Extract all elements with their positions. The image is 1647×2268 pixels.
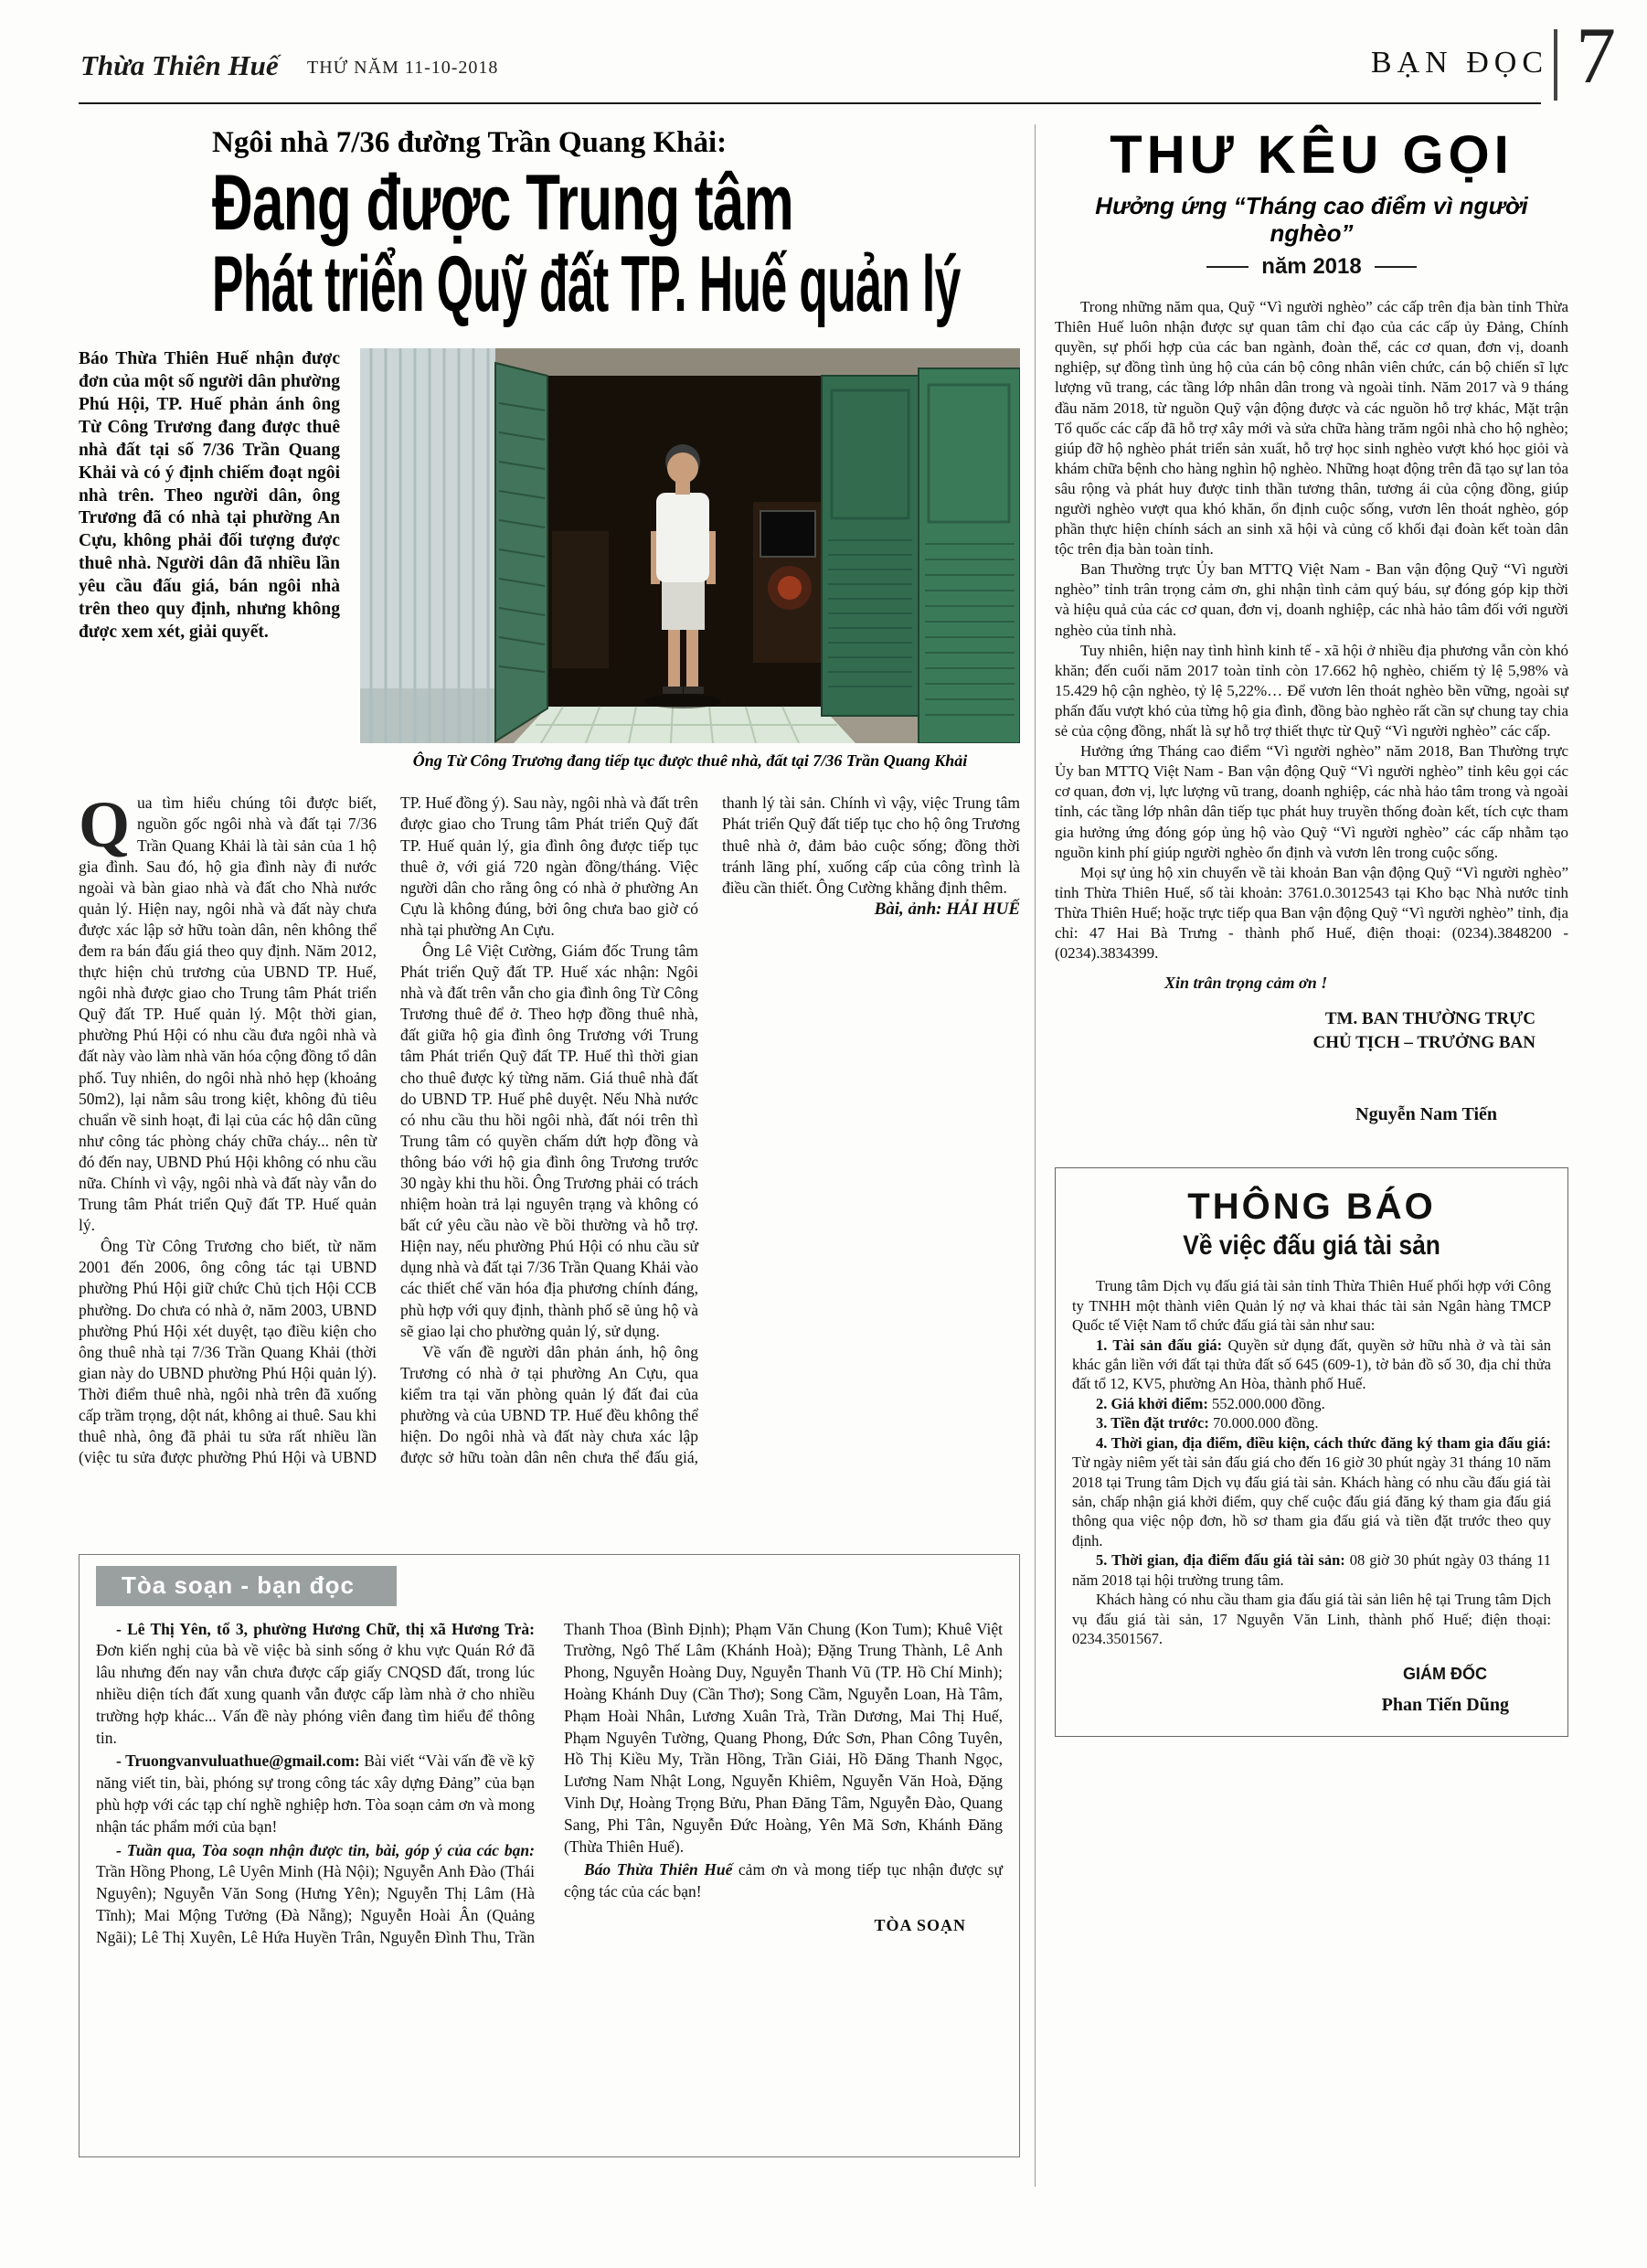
article-body (79, 793, 1020, 1471)
article-photo (360, 348, 1020, 743)
mailbox-signature: TÒA SOẠN (874, 1915, 966, 1934)
appeal-letter (1055, 125, 1568, 1125)
appeal-year-text: năm 2018 (1261, 253, 1362, 279)
body-paragraph: Qua tìm hiểu chúng tôi được biết, nguồn gốc ngôi nhà và đất tại 7/36 Trần Quang Khải là tài sản của 1 hộ gia đình. Sau đó, hộ gia đình này đi nước ngoài và bàn giao nhà và đất cho Nhà nước quản lý. Hiện nay, ngôi nhà và đất này chưa được xác lập sở hữu toàn dân, nên không thể đem ra bán đấu giá theo quy định. Năm 2012, thực hiện chủ trương của UBND TP. Huế, ngôi nhà được giao cho Trung tâm Phát triển Quỹ đất TP. Huế quản lý. Một thời gian, phường Phú Hội có nhu cầu đưa ngôi nhà và đất này vào làm nhà văn hóa cộng đồng tổ dân phố. Tuy nhiên, do ngôi nhà nhỏ hẹp (khoảng 50m2), lại nằm sâu trong kiệt, không đủ tiêu chuẩn về sinh hoạt, đi lại của các hộ dân cũng như công tác phòng cháy chữa cháy... nên từ đó đến nay, UBND Phú Hội không có nhu cầu nữa. Chính vì vậy, ngôi nhà và đất này vẫn do Trung tâm Phát triển Quỹ đất TP. Huế quản lý. (79, 793, 377, 1235)
appeal-signature-org (1055, 1007, 1568, 1056)
article-headline (212, 158, 1020, 329)
body-paragraph: Ông Từ Công Trương cho biết, từ năm 2001 đến 2006, ông công tác tại UBND phường Phú Hội giữ chức Chủ tịch Hội CCB phường. Do chưa có nhà ở, năm 2003, UBND phường Phú Hội xét duyệt, tạo điều kiện cho ông thuê nhà tại 7/36 Trần Quang Khải (thời gian này do UBND phường Phú Hội quản lý). Thời điểm thuê nhà, ngôi nhà trên đã xuống cấp trầm trọng, dột nát, không ai thuê. Sau khi thuê nhà, ông đã phải tu sửa rất nhiều lần (việc tu sửa được phường Phú Hội và UBND TP. Huế đồng ý). Sau này, ngôi nhà và đất trên được giao cho Trung tâm Phát triển Quỹ đất TP. Huế quản lý, gia đình ông được tiếp tục thuê ở, với giá 720 ngàn đồng/tháng. Việc người dân cho rằng ông có nhà ở phường An Cựu là không đúng, bởi ông chưa bao giờ có nhà tại phường An Cựu. (79, 793, 698, 1467)
body-paragraph: Về vấn đề người dân phản ánh, hộ ông Trương có nhà ở tại phường An Cựu, qua kiểm tra tại văn phòng quản lý đất đai của phường và của UBND TP. Huế đều không thể hiện. Do ngôi nhà và đất này chưa xác lập được sở hữu toàn dân nên chưa thể đấu giá, thanh lý tài sản. Chính vì vậy, việc Trung tâm Phát triển Quỹ đất tiếp tục cho hộ ông Trương thuê nhà ở, đảm bảo cuộc sống; đồng thời tránh lãng phí, xuống cấp của công trình là điều cần thiết. Ông Cường khẳng định thêm. (400, 793, 1020, 1467)
mailbox-item-text: cảm ơn và mong tiếp tục nhận được sự cộng tác của các bạn! (564, 1860, 1003, 1901)
appeal-signature-name: Nguyễn Nam Tiến (1355, 1103, 1497, 1124)
notice-outro: Khách hàng có nhu cầu tham gia đấu giá tài sản liên hệ tại Trung tâm Dịch vụ đấu giá tài sản, 17 Nguyễn Văn Linh, thành phố Huế; điện thoại: 0234.3501567. (1072, 1591, 1551, 1648)
mailbox-item (96, 1619, 535, 1750)
article-photo-block (360, 348, 1020, 772)
section-label: BẠN ĐỌC (1370, 46, 1548, 80)
notice-item-lead: 2. Giá khởi điểm: (1096, 1394, 1208, 1412)
article-lead: Báo Thừa Thiên Huế nhận được đơn của một số người dân phường Phú Hội, TP. Huế phản ánh ông Từ Công Trương đang được thuê nhà đất tại số 7/36 Trần Quang Khải và có ý định chiếm đoạt ngôi nhà trên. Theo người dân, ông Trương đã có nhà tại phường An Cựu, không phải đối tượng được thuê nhà. Người dân đã nhiều lần yêu cầu đấu giá, bán ngôi nhà trên theo quy định, nhưng không được xem xét, giải quyết. (79, 348, 340, 643)
header-rule (79, 102, 1541, 104)
appeal-paragraph: Tuy nhiên, hiện nay tình hình kinh tế - xã hội ở nhiều địa phương vẫn còn khó khăn; đến cuối năm 2017 toàn tỉnh còn 17.662 hộ nghèo, chiếm tỷ lệ 5,98% và 15.429 hộ cận nghèo, tỷ lệ 5,22%… Để vươn lên thoát nghèo bền vững, ngoài sự phấn đấu vượt khó của từng hộ gia đình, đồng bào nghèo rất cần sự chung tay chia sẻ của cộng đồng, nhất là sự hỗ trợ thiết thực từ Quỹ “Vì người nghèo” các cấp. (1055, 641, 1568, 740)
notice-box (1055, 1167, 1568, 1737)
notice-item-lead: 4. Thời gian, địa điểm, điều kiện, cách thức đăng ký tham gia đấu giá: (1096, 1433, 1551, 1452)
mailbox-body (96, 1619, 1003, 1949)
notice-intro: Trung tâm Dịch vụ đấu giá tài sản tỉnh Thừa Thiên Huế phối hợp với Công ty TNHH một thành viên Quản lý nợ và khai thác tài sản Ngân hàng TMCP Quốc tế Việt Nam tổ chức đấu giá tài sản như sau: (1072, 1277, 1551, 1335)
mailbox-item-lead: - Tuần qua, Tòa soạn nhận được tin, bài, góp ý của các bạn: (116, 1840, 535, 1859)
mailbox-item-text: Trần Hồng Phong, Lê Uyên Minh (Hà Nội); Nguyễn Anh Đào (Thái Nguyên); Nguyễn Văn Song (Hưng Yên); Nguyễn Thị Lâm (Hà Tĩnh); Mai Mộng Tưởng (Đà Nẵng); Nguyễn Hoài Ân (Quảng Ngãi); Lê Thị Xuyên, Lê Hứa Huyền Trân, Nguyễn Đình Thu, Trần Thanh Thoa (Bình Định); Phạm Văn Chung (Kon Tum); Khuê Việt Trường, Ngô Thế Lâm (Khánh Hoà); Đặng Trung Thành, Lê Anh Phong, Nguyễn Hoàng Duy, Nguyễn Thanh Vũ (TP. Hồ Chí Minh); Hoàng Khánh Duy (Cần Thơ); Song Cầm, Nguyễn Loan, Hà Tâm, Phạm Hoài Nhân, Lương Xuân Trà, Trần Dương, Mai Thị Huế, Phạm Nguyên Tường, Quang Phong, Đức Sơn, Phan Công Tuyên, Hồ Thị Kiều My, Trần Hồng, Trần Giải, Hồ Đăng Thanh Ngọc, Lương Nam Nhật Long, Nguyễn Khiêm, Nguyễn Văn Hoà, Đặng Vinh Dự, Hoàng Trọng Bửu, Phan Đăng Tâm, Nguyễn Đào, Quang Sang, Phi Tân, Nguyễn Đức Hoàng, Yên Mã Sơn, Khánh Đăng (Thừa Thiên Huế). (96, 1619, 1003, 1946)
notice-title: THÔNG BÁO (1187, 1186, 1436, 1227)
appeal-title: THƯ KÊU GỌI (1110, 125, 1514, 185)
appeal-paragraph: Mọi sự ủng hộ xin chuyển về tài khoản Ban vận động Quỹ “Vì người nghèo” tỉnh Thừa Thiên Huế, số tài khoản: 3761.0.3012543 tại Kho bạc Nhà nước tỉnh Thừa Thiên Huế; hoặc trực tiếp qua Ban vận động Quỹ “Vì người nghèo” tỉnh, địa chỉ: 47 Hai Bà Trưng - thành phố Huế, điện thoại: (0234).3848200 - (0234).3834399. (1055, 863, 1568, 963)
notice-item-text: Quyền sử dụng đất, quyền sở hữu nhà ở và tài sản khác gắn liền với đất tại thửa đất số 645 (609-1), tờ bản đồ số 30, địa chỉ thửa đất tổ 12, KV5, phường An Hòa, thành phố Huế. (1072, 1336, 1551, 1393)
mailbox-title: Tòa soạn - bạn đọc (96, 1566, 397, 1606)
mailbox-item-text: Đơn kiến nghị của bà về việc bà sinh sống ở khu vực Quán Rớ đã lâu nhưng đến nay vẫn chưa được cấp giấy CNQSD đất, trong lúc nhiều diện tích đất xung quanh vẫn được cấp làm nhà ở cho nhiều trường hợp khác... Vấn đề này phóng viên đang tìm hiểu để thông tin. (96, 1641, 535, 1747)
notice-item (1072, 1433, 1551, 1551)
headline-line-2: Phát triển Quỹ đất TP. Huế quản lý (212, 240, 961, 329)
article-kicker: Ngôi nhà 7/36 đường Trần Quang Khải: (212, 126, 728, 159)
mailbox-item (564, 1859, 1003, 1903)
appeal-paragraph: Hưởng ứng Tháng cao điểm “Vì người nghèo” năm 2018, Ban Thường trực Ủy ban MTTQ Việt Nam - Ban vận động Quỹ “Vì người nghèo” tỉnh kêu gọi các cơ quan, đơn vị, lực lượng vũ trang, doanh nghiệp, các nhà hảo tâm trong và ngoài tỉnh, các tầng lớp nhân dân tiếp tục phát huy truyền thống đoàn kết, tích cực tham gia hưởng ứng đóng góp ủng hộ vào Quỹ “Vì người nghèo” các cấp nhằm tạo nguồn kinh phí giúp người nghèo ổn định và vươn lên trong cuộc sống. (1055, 742, 1568, 861)
notice-item (1072, 1394, 1551, 1413)
appeal-body (1055, 297, 1568, 964)
mailbox-item-lead: - Truongvanvuluathue@gmail.com: (116, 1752, 360, 1771)
appeal-subtitle: Hưởng ứng “Tháng cao điểm vì người nghèo” (1095, 191, 1528, 247)
notice-item (1072, 1336, 1551, 1394)
mailbox-item-lead: Báo Thừa Thiên Huế (584, 1860, 733, 1879)
mailbox-item-text: Bài viết “Vài vấn đề về kỹ năng viết tin, bài, phóng sự trong công tác xây dựng Đảng” của bạn phù hợp với các tạp chí nghề nghiệp hơn. Tòa soạn cảm ơn và mong nhận tác phẩm mới của bạn! (96, 1752, 535, 1836)
notice-item-lead: 3. Tiền đặt trước: (1096, 1414, 1209, 1432)
appeal-subtitle-year (1055, 255, 1568, 279)
notice-item (1072, 1550, 1551, 1590)
mailbox-item (96, 1751, 535, 1837)
notice-item-text: 70.000.000 đồng. (1208, 1414, 1319, 1432)
headline-line-1: Đang được Trung tâm (212, 158, 793, 247)
issue-date: THỨ NĂM 11-10-2018 (307, 58, 499, 78)
article-byline: Bài, ảnh: HẢI HUẾ (874, 899, 1020, 919)
notice-item-text: 552.000.000 đồng. (1207, 1394, 1325, 1412)
body-paragraph: Ông Lê Việt Cường, Giám đốc Trung tâm Phát triển Quỹ đất TP. Huế xác nhận: Ngôi nhà và đất trên vẫn cho gia đình ông Từ Công Trương thuê để ở. Theo hợp đồng thuê nhà, đất giữa hộ gia đình ông Trương với Trung tâm Phát triển Quỹ đất TP. Huế thì thời gian cho thuê được ký từng năm. Giá thuê nhà đất do UBND TP. Huế phê duyệt. Nếu Nhà nước có nhu cầu thu hồi ngôi nhà, đất nói trên thì Trung tâm có quyền chấm dứt hợp đồng và thông báo với hộ gia đình ông Trương trước 30 ngày khi thu hồi. Ông Trương phải có trách nhiệm hoàn trả lại nguyên trạng và không có bất cứ yêu cầu nào về bồi thường và hỗ trợ. Hiện nay, nếu phường Phú Hội có nhu cầu sử dụng nhà và đất tại 7/36 Trần Quang Khải vào các thiết chế văn hóa địa phương chính đáng, phù hợp với quy định, thành phố sẽ ủng hộ và sẽ giao lại cho phường quản lý, sử dụng. (400, 941, 698, 1340)
page-number-divider (1554, 29, 1557, 101)
appeal-paragraph: Ban Thường trực Ủy ban MTTQ Việt Nam - Ban vận động Quỹ “Vì người nghèo” tỉnh trân trọng cảm ơn, ghi nhận tình cảm quý báu, sự đóng góp kịp thời và hiệu quả của các cơ quan, đơn vị, doanh nghiệp, các nhà hảo tâm đối với người nghèo của tỉnh nhà. (1055, 560, 1568, 639)
notice-item-text: Từ ngày niêm yết tài sản đấu giá cho đến 16 giờ 30 phút ngày 31 tháng 10 năm 2018 tại Trung tâm Dịch vụ đấu giá tài sản. Khách hàng có nhu cầu đấu giá tài sản, chấp nhận giá khởi điểm, quy chế cuộc đấu giá đăng ký tham gia đấu giá thông qua việc nộp đơn, hồ sơ tham gia đấu giá và tiền đặt trước theo quy định. (1072, 1453, 1551, 1549)
notice-body (1072, 1276, 1551, 1648)
mailbox-item-lead: - Lê Thị Yên, tổ 3, phường Hương Chữ, thị xã Hương Trà: (116, 1619, 535, 1638)
lead-photo-row (79, 348, 1020, 772)
notice-item-lead: 1. Tài sản đấu giá: (1096, 1336, 1223, 1354)
right-column (1055, 125, 1568, 1737)
notice-signature-name: Phan Tiến Dũng (1381, 1694, 1509, 1715)
appeal-sign-org-line1: TM. BAN THƯỜNG TRỰC (1324, 1008, 1535, 1028)
page-number: 7 (1576, 12, 1616, 101)
masthead: Thừa Thiên Huế (80, 49, 279, 81)
appeal-paragraph: Trong những năm qua, Quỹ “Vì người nghèo” các cấp trên địa bàn tỉnh Thừa Thiên Huế luôn nhận được sự quan tâm chỉ đạo của các cấp ủy Đảng, Chính quyền, sự phối hợp của các ban ngành, đoàn thể, các cơ quan, đơn vị, doanh nghiệp, sự đồng tình ủng hộ của cán bộ công nhân viên chức, cán bộ chiến sĩ lực lượng vũ trang, các tầng lớp nhân dân trong và ngoài tỉnh. Năm 2017 và 9 tháng đầu năm 2018, từ nguồn Quỹ vận động được và các nguồn hỗ trợ khác, Mặt trận Tổ quốc các cấp đã hỗ trợ xây mới và sửa chữa hàng trăm ngôi nhà cho hộ nghèo; giúp đỡ hộ nghèo phát triển sản xuất, hỗ trợ học sinh nghèo vượt khó học giỏi và khám chữa bệnh cho hàng nghìn hộ nghèo. Những hoạt động trên đã tạo sự lan tỏa sâu rộng và phát huy được tinh thần tương thân, tương ái của cộng đồng, giúp người nghèo vượt qua khó khăn, ổn định cuộc sống, vươn lên thoát nghèo, góp phần thực hiện chính sách an sinh xã hội và củng cố khối đại đoàn kết toàn dân tộc trên địa bàn toàn tỉnh. (1055, 298, 1568, 559)
appeal-closing: Xin trân trọng cảm ơn ! (1164, 974, 1328, 993)
appeal-sign-org-line2: CHỦ TỊCH – TRƯỞNG BAN (1312, 1033, 1535, 1053)
photo-caption: Ông Từ Công Trương đang tiếp tục được thuê nhà, đất tại 7/36 Trần Quang Khải (412, 751, 968, 770)
notice-subtitle: Về việc đấu giá tài sản (1183, 1230, 1440, 1261)
notice-item (1072, 1413, 1551, 1432)
notice-item-text: 08 giờ 30 phút ngày 03 tháng 11 năm 2018 tại hội trường trung tâm. (1072, 1551, 1551, 1589)
notice-signature-role: GIÁM ĐỐC (1403, 1664, 1487, 1683)
mailbox-section (79, 1554, 1020, 2157)
notice-item-lead: 5. Thời gian, địa điểm đấu giá tài sản: (1096, 1551, 1345, 1570)
column-divider (1035, 124, 1036, 2187)
main-article (79, 122, 1020, 1471)
